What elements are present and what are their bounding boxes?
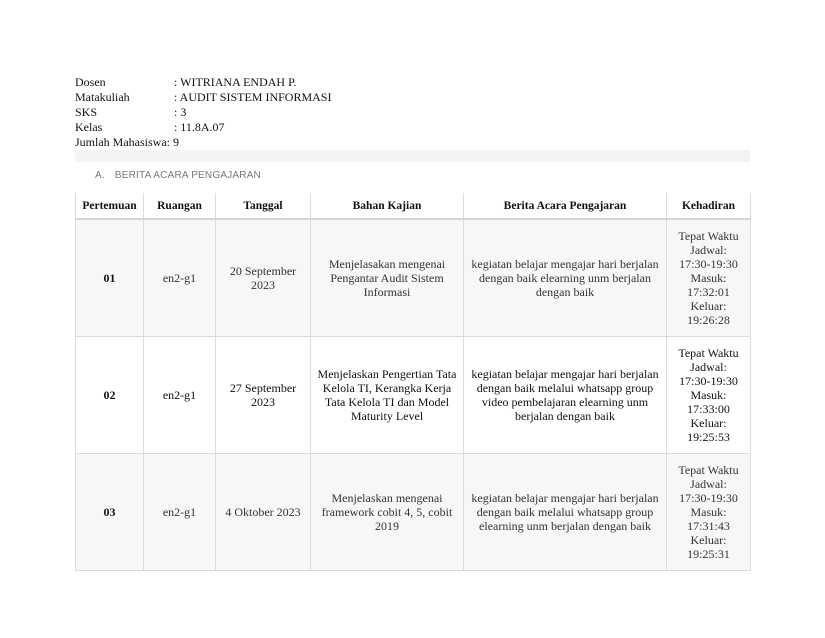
sks-label: SKS xyxy=(75,105,98,119)
check-out-time: 19:25:31 xyxy=(687,547,730,561)
schedule-label: Jadwal: xyxy=(690,360,727,374)
check-in-time: 17:32:01 xyxy=(687,285,730,299)
cell-tanggal: 4 Oktober 2023 xyxy=(216,454,311,571)
header-berita-acara: Berita Acara Pengajaran xyxy=(464,193,667,219)
table-row xyxy=(76,454,751,571)
attendance-status: Tepat Waktu xyxy=(678,229,739,243)
sks-value: : 3 xyxy=(174,105,187,119)
cell-tanggal: 27 September 2023 xyxy=(216,337,311,454)
matakuliah-label: Matakuliah xyxy=(75,90,130,104)
cell-ruangan: en2-g1 xyxy=(144,454,216,571)
cell-berita-acara: kegiatan belajar mengajar hari berjalan dengan baik melalui whatsapp group video pembelajaran elearning unm berjalan dengan baik xyxy=(464,337,667,454)
info-row-sks xyxy=(75,105,331,120)
schedule-label: Jadwal: xyxy=(690,477,727,491)
header-kehadiran: Kehadiran xyxy=(667,193,751,219)
header-pertemuan: Pertemuan xyxy=(76,193,144,219)
section-divider xyxy=(75,150,750,162)
cell-kehadiran xyxy=(667,219,751,337)
header-ruangan: Ruangan xyxy=(144,193,216,219)
check-in-label: Masuk: xyxy=(690,388,727,402)
section-number: A. xyxy=(95,170,105,181)
cell-tanggal: 20 September 2023 xyxy=(216,219,311,337)
dosen-value: : WITRIANA ENDAH P. xyxy=(174,75,297,89)
cell-berita-acara: kegiatan belajar mengajar hari berjalan dengan baik elearning unm berjalan dengan baik xyxy=(464,219,667,337)
schedule-time: 17:30-19:30 xyxy=(679,491,738,505)
course-info xyxy=(75,75,331,150)
cell-kehadiran xyxy=(667,337,751,454)
jumlah-value: : 9 xyxy=(166,135,179,149)
attendance-status: Tepat Waktu xyxy=(678,463,739,477)
check-out-time: 19:25:53 xyxy=(687,430,730,444)
cell-bahan-kajian: Menjelaskan Pengertian Tata Kelola TI, Kerangka Kerja Tata Kelola TI dan Model Maturity Level xyxy=(311,337,464,454)
jumlah-label: Jumlah Mahasiswa xyxy=(75,135,167,149)
cell-pertemuan: 01 xyxy=(76,219,144,337)
check-in-label: Masuk: xyxy=(690,505,727,519)
check-out-label: Keluar: xyxy=(690,299,727,313)
header-bahan-kajian: Bahan Kajian xyxy=(311,193,464,219)
kelas-label: Kelas xyxy=(75,120,103,134)
info-row-matakuliah xyxy=(75,90,331,105)
dosen-label: Dosen xyxy=(75,75,106,89)
kelas-value: : 11.8A.07 xyxy=(174,120,225,134)
section-title xyxy=(95,170,261,181)
cell-ruangan: en2-g1 xyxy=(144,337,216,454)
section-title-text: BERITA ACARA PENGAJARAN xyxy=(114,170,261,181)
schedule-label: Jadwal: xyxy=(690,243,727,257)
attendance-status: Tepat Waktu xyxy=(678,346,739,360)
check-out-label: Keluar: xyxy=(690,533,727,547)
table-row xyxy=(76,219,751,337)
cell-pertemuan: 03 xyxy=(76,454,144,571)
info-row-jumlah xyxy=(75,135,331,150)
check-out-label: Keluar: xyxy=(690,416,727,430)
cell-bahan-kajian: Menjelasakan mengenai Pengantar Audit Sistem Informasi xyxy=(311,219,464,337)
check-in-label: Masuk: xyxy=(690,271,727,285)
cell-pertemuan: 02 xyxy=(76,337,144,454)
check-in-time: 17:31:43 xyxy=(687,519,730,533)
schedule-time: 17:30-19:30 xyxy=(679,374,738,388)
info-row-dosen xyxy=(75,75,331,90)
cell-bahan-kajian: Menjelaskan mengenai framework cobit 4, 5, cobit 2019 xyxy=(311,454,464,571)
teaching-record-table xyxy=(75,193,751,571)
header-tanggal: Tanggal xyxy=(216,193,311,219)
matakuliah-value: : AUDIT SISTEM INFORMASI xyxy=(174,90,332,104)
cell-kehadiran xyxy=(667,454,751,571)
cell-ruangan: en2-g1 xyxy=(144,219,216,337)
check-out-time: 19:26:28 xyxy=(687,313,730,327)
table-header-row xyxy=(76,193,751,219)
table-row xyxy=(76,337,751,454)
cell-berita-acara: kegiatan belajar mengajar hari berjalan dengan baik melalui whatsapp group elearning unm berjalan dengan baik xyxy=(464,454,667,571)
info-row-kelas xyxy=(75,120,331,135)
check-in-time: 17:33:00 xyxy=(687,402,730,416)
schedule-time: 17:30-19:30 xyxy=(679,257,738,271)
